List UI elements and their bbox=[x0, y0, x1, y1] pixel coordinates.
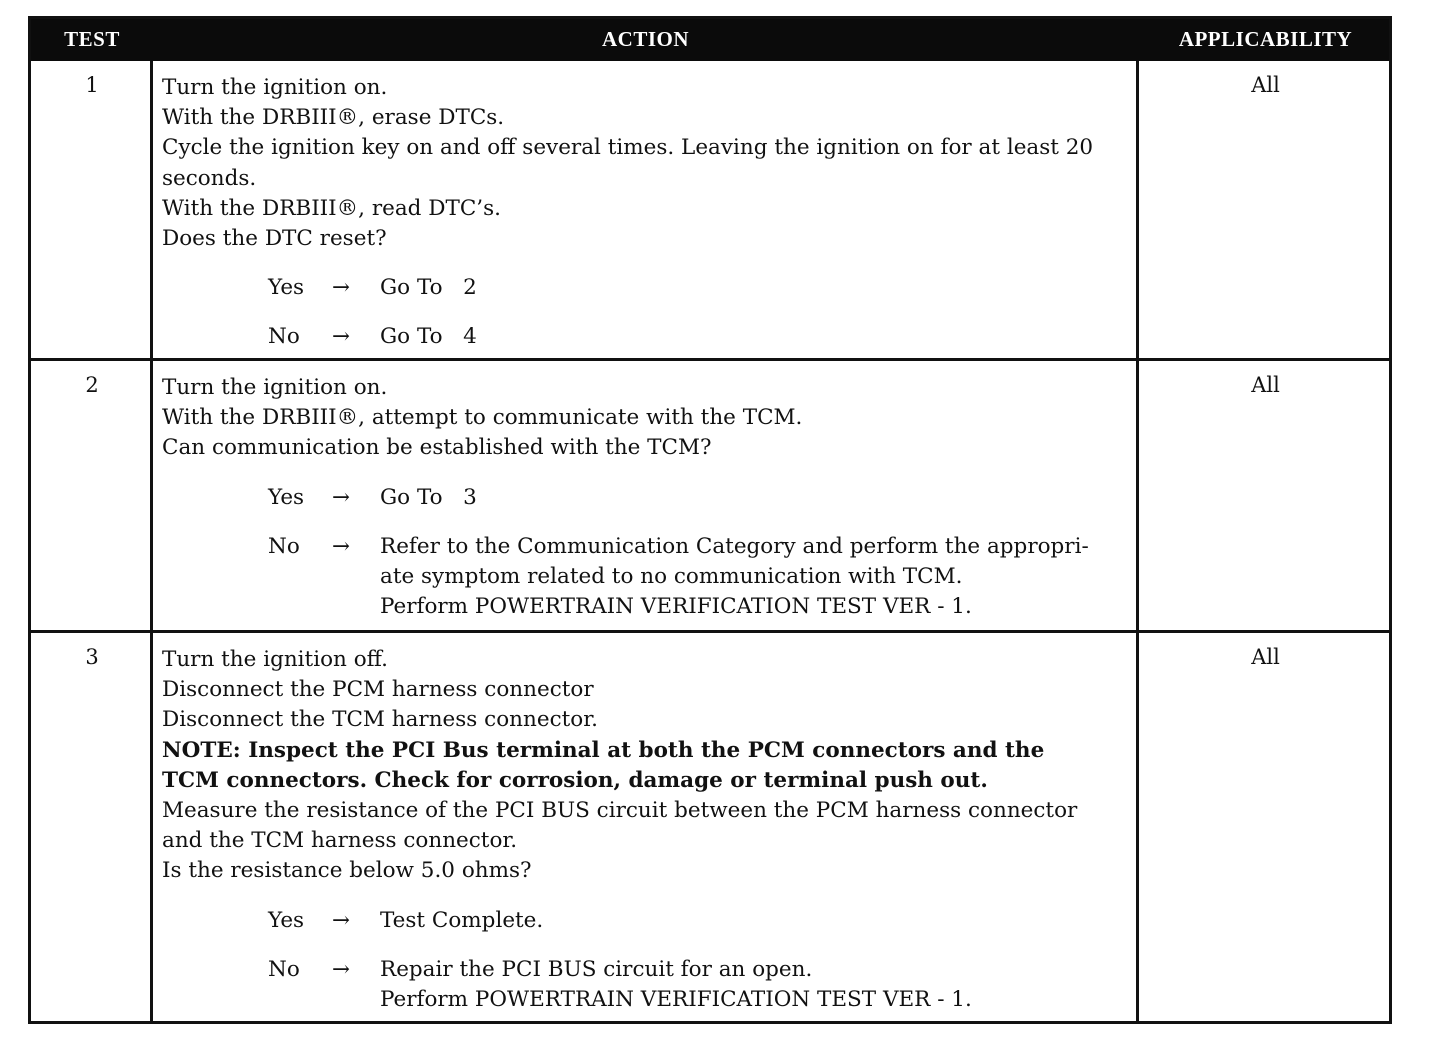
right-arrow-icon: → bbox=[332, 324, 351, 350]
test-number: 1 bbox=[85, 73, 99, 97]
action-line: Disconnect the TCM harness connector. bbox=[162, 707, 598, 733]
action-line: and the TCM harness connector. bbox=[162, 828, 518, 854]
yes-branch bbox=[162, 483, 1142, 513]
no-label: No bbox=[268, 324, 300, 350]
applicability-value: All bbox=[1251, 73, 1280, 97]
action-line: Disconnect the PCM harness connector bbox=[162, 677, 594, 703]
test-number: 3 bbox=[85, 645, 99, 669]
no-result: Go To 4 bbox=[380, 324, 477, 350]
action-cell bbox=[162, 73, 1142, 353]
yes-branch bbox=[162, 906, 1142, 936]
yes-result: Test Complete. bbox=[380, 907, 544, 933]
action-line: Measure the resistance of the PCI BUS circuit between the PCM harness connector bbox=[162, 798, 1078, 824]
yes-branch bbox=[162, 273, 1142, 303]
action-line: With the DRBIII®, read DTC’s. bbox=[162, 195, 501, 221]
yes-label: Yes bbox=[268, 907, 305, 933]
no-result-line: Repair the PCI BUS circuit for an open. bbox=[380, 956, 813, 982]
yes-label: Yes bbox=[268, 484, 305, 510]
yes-result: Go To 3 bbox=[380, 484, 477, 510]
no-branch bbox=[162, 322, 1142, 352]
table-header bbox=[31, 19, 1389, 61]
action-cell bbox=[162, 373, 1142, 622]
test-number: 2 bbox=[85, 373, 99, 397]
action-line: seconds. bbox=[162, 165, 257, 191]
yes-label: Yes bbox=[268, 275, 305, 301]
no-branch bbox=[162, 955, 1142, 1015]
applicability-value: All bbox=[1251, 373, 1280, 397]
header-test: TEST bbox=[64, 27, 120, 51]
column-divider-test bbox=[150, 61, 153, 1021]
header-applicability: APPLICABILITY bbox=[1178, 27, 1353, 51]
no-label: No bbox=[268, 533, 300, 559]
action-line: Turn the ignition on. bbox=[162, 75, 388, 100]
action-line: Turn the ignition on. bbox=[162, 375, 388, 400]
right-arrow-icon: → bbox=[332, 956, 351, 982]
right-arrow-icon: → bbox=[332, 907, 351, 933]
action-line: Does the DTC reset? bbox=[162, 226, 387, 252]
action-line: Is the resistance below 5.0 ohms? bbox=[162, 858, 532, 884]
action-cell bbox=[162, 645, 1142, 1015]
no-label: No bbox=[268, 956, 300, 982]
applicability-value: All bbox=[1251, 645, 1280, 669]
no-result-line: Refer to the Communication Category and perform the appropri- bbox=[380, 533, 1089, 559]
action-line: With the DRBIII®, attempt to communicate with the TCM. bbox=[162, 405, 803, 431]
note-line: TCM connectors. Check for corrosion, damage or terminal push out. bbox=[162, 767, 988, 793]
no-branch bbox=[162, 532, 1142, 623]
note-line: NOTE: Inspect the PCI Bus terminal at both the PCM connectors and the bbox=[162, 737, 1045, 763]
header-action: ACTION bbox=[601, 27, 689, 51]
no-result-line: ate symptom related to no communication with TCM. bbox=[380, 564, 963, 589]
no-result-line: Perform POWERTRAIN VERIFICATION TEST VER - 1. bbox=[380, 987, 972, 1013]
right-arrow-icon: → bbox=[332, 533, 351, 559]
diagnostic-test-table bbox=[28, 16, 1392, 1024]
table-row-test-3 bbox=[31, 633, 1389, 1021]
table-row-test-1 bbox=[31, 61, 1389, 361]
action-line: Can communication be established with the TCM? bbox=[162, 435, 712, 461]
right-arrow-icon: → bbox=[332, 484, 351, 510]
action-line: With the DRBIII®, erase DTCs. bbox=[162, 105, 505, 131]
yes-result: Go To 2 bbox=[380, 275, 477, 301]
no-result-line: Perform POWERTRAIN VERIFICATION TEST VER - 1. bbox=[380, 594, 972, 620]
table-row-test-2 bbox=[31, 361, 1389, 633]
column-divider-applicability bbox=[1136, 61, 1139, 1021]
action-line: Turn the ignition off. bbox=[162, 647, 388, 672]
right-arrow-icon: → bbox=[332, 275, 351, 301]
action-line: Cycle the ignition key on and off several times. Leaving the ignition on for at least 20 bbox=[162, 135, 1094, 161]
